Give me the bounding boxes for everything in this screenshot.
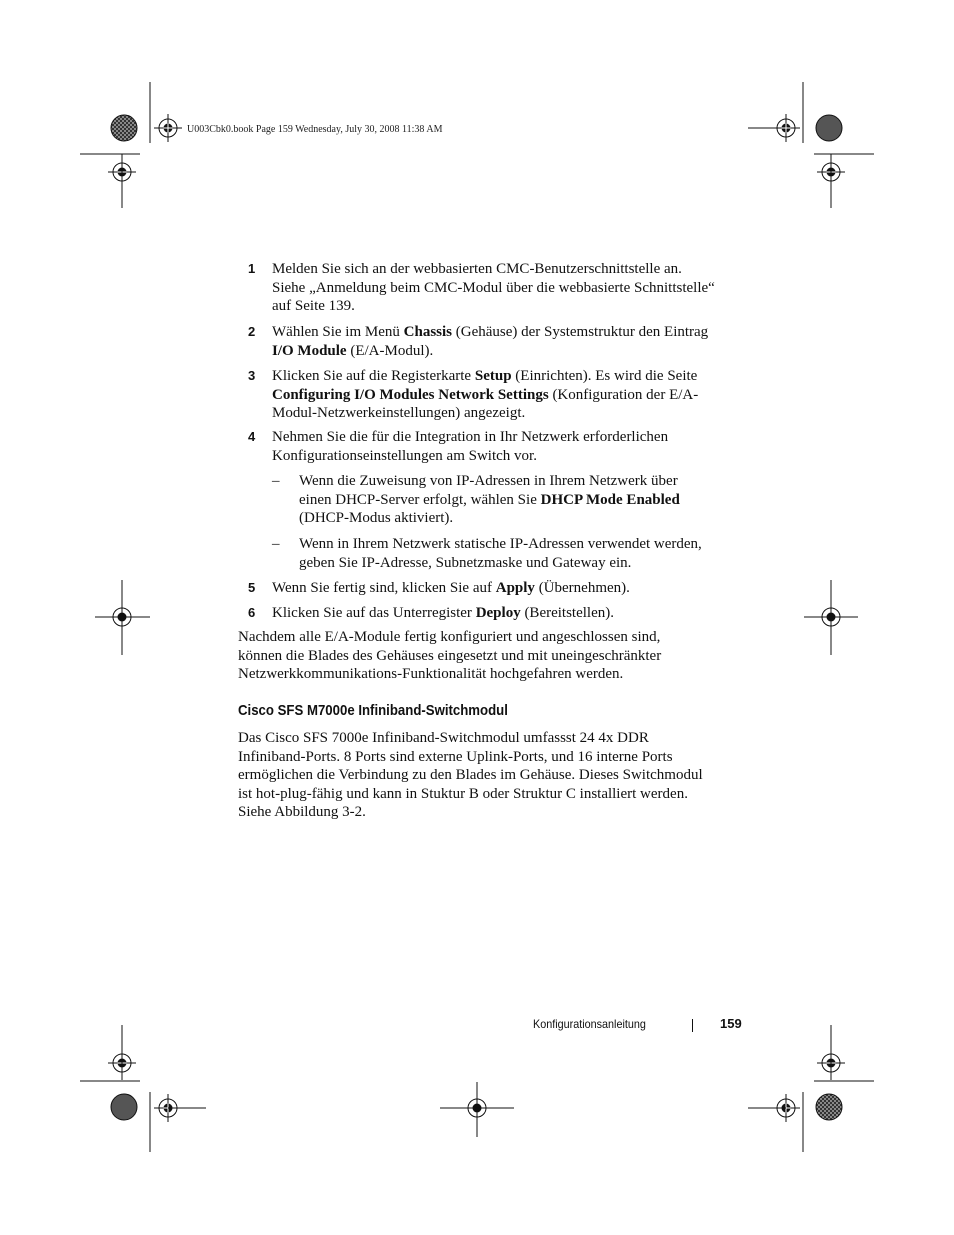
tab-name-setup: Setup xyxy=(474,368,512,384)
registration-mark-top-left xyxy=(80,82,182,208)
registration-mark-top-right xyxy=(748,82,874,208)
paragraph-line: Das Cisco SFS 7000e Infiniband-Switchmodul umfassst 24 4x DDR xyxy=(238,730,649,746)
sub-text-line: einen DHCP-Server erfolgt, wählen Sie DHCP Mode Enabled xyxy=(299,491,680,508)
step-text-line: Konfigurationseinstellungen am Switch vor. xyxy=(272,447,537,464)
step-text-line: Siehe „Anmeldung beim CMC-Modul über die webbasierte Schnittstelle“ xyxy=(272,279,715,296)
footer-separator xyxy=(692,1019,693,1032)
paragraph-line: Siehe Abbildung 3-2. xyxy=(238,804,366,820)
step-text-line: Klicken Sie auf die Registerkarte Setup (Einrichten). Es wird die Seite xyxy=(272,368,698,384)
paragraph-line: Nachdem alle E/A-Module fertig konfiguriert und angeschlossen sind, xyxy=(238,629,661,645)
paragraph-line: Netzwerkkommunikations-Funktionalität hochgefahren werden. xyxy=(238,666,624,682)
step-text-line: Melden Sie sich an der webbasierten CMC-Benutzerschnittstelle an. xyxy=(272,261,682,277)
step-text-line: Klicken Sie auf das Unterregister Deploy (Bereitstellen). xyxy=(272,605,614,621)
step-text-line: Nehmen Sie die für die Integration in Ihr Netzwerk erforderlichen xyxy=(272,429,669,445)
step-number: 5 xyxy=(248,580,256,595)
step-number: 4 xyxy=(248,429,256,444)
sub-text-line: Wenn in Ihrem Netzwerk statische IP-Adressen verwendet werden, xyxy=(299,536,702,552)
print-header-info: U003Cbk0.book Page 159 Wednesday, July 30, 2008 11:38 AM xyxy=(187,124,443,135)
step-number: 6 xyxy=(248,605,256,620)
registration-mark-middle-left xyxy=(95,580,150,655)
sub-text-line: geben Sie IP-Adresse, Subnetzmaske und Gateway ein. xyxy=(299,554,632,571)
dash-bullet: – xyxy=(272,473,280,489)
registration-mark-bottom-center xyxy=(440,1082,514,1137)
step-text-line: Wählen Sie im Menü Chassis (Gehäuse) der Systemstruktur den Eintrag xyxy=(272,324,709,340)
sub-text-line: (DHCP-Modus aktiviert). xyxy=(299,510,454,526)
step-text-line: auf Seite 139. xyxy=(272,298,355,314)
step-number: 3 xyxy=(248,368,256,383)
tab-name-deploy: Deploy xyxy=(475,605,521,621)
page-name-configuring-io: Configuring I/O Modules Network Settings xyxy=(272,386,549,403)
step-text-line: Wenn Sie fertig sind, klicken Sie auf Apply (Übernehmen). xyxy=(272,580,630,596)
paragraph-line: ermöglichen die Verbindung zu den Blades im Gehäuse. Dieses Switchmodul xyxy=(238,767,703,783)
section-heading: Cisco SFS M7000e Infiniband-Switchmodul xyxy=(238,702,508,719)
step-text-line: Modul-Netzwerkeinstellungen) angezeigt. xyxy=(272,405,526,421)
menu-name-chassis: Chassis xyxy=(403,324,452,340)
summary-paragraph xyxy=(238,628,748,684)
step-number: 1 xyxy=(248,261,256,276)
step-text-line: I/O Module (E/A-Modul). xyxy=(272,342,434,359)
description-paragraph xyxy=(238,729,748,822)
sub-text-line: Wenn die Zuweisung von IP-Adressen in Ihrem Netzwerk über xyxy=(299,473,678,489)
paragraph-line: können die Blades des Gehäuses eingesetzt und mit uneingeschränkter xyxy=(238,647,662,664)
menu-name-io-module: I/O Module xyxy=(272,342,347,359)
option-dhcp-mode-enabled: DHCP Mode Enabled xyxy=(540,491,680,508)
button-name-apply: Apply xyxy=(495,580,535,596)
dash-bullet: – xyxy=(272,536,280,552)
paragraph-line: Infiniband-Ports. 8 Ports sind externe Uplink-Ports, und 16 interne Ports xyxy=(238,748,673,765)
page-number: 159 xyxy=(720,1016,742,1031)
registration-mark-bottom-right xyxy=(748,1025,874,1152)
registration-mark-middle-right xyxy=(804,580,858,655)
footer-section-label: Konfigurationsanleitung xyxy=(533,1017,646,1031)
step-text-line: Configuring I/O Modules Network Settings (Konfiguration der E/A- xyxy=(272,386,699,403)
registration-mark-bottom-left xyxy=(80,1025,206,1152)
paragraph-line: ist hot-plug-fähig und kann in Stuktur B oder Struktur C installiert werden. xyxy=(238,785,688,802)
step-number: 2 xyxy=(248,324,256,339)
